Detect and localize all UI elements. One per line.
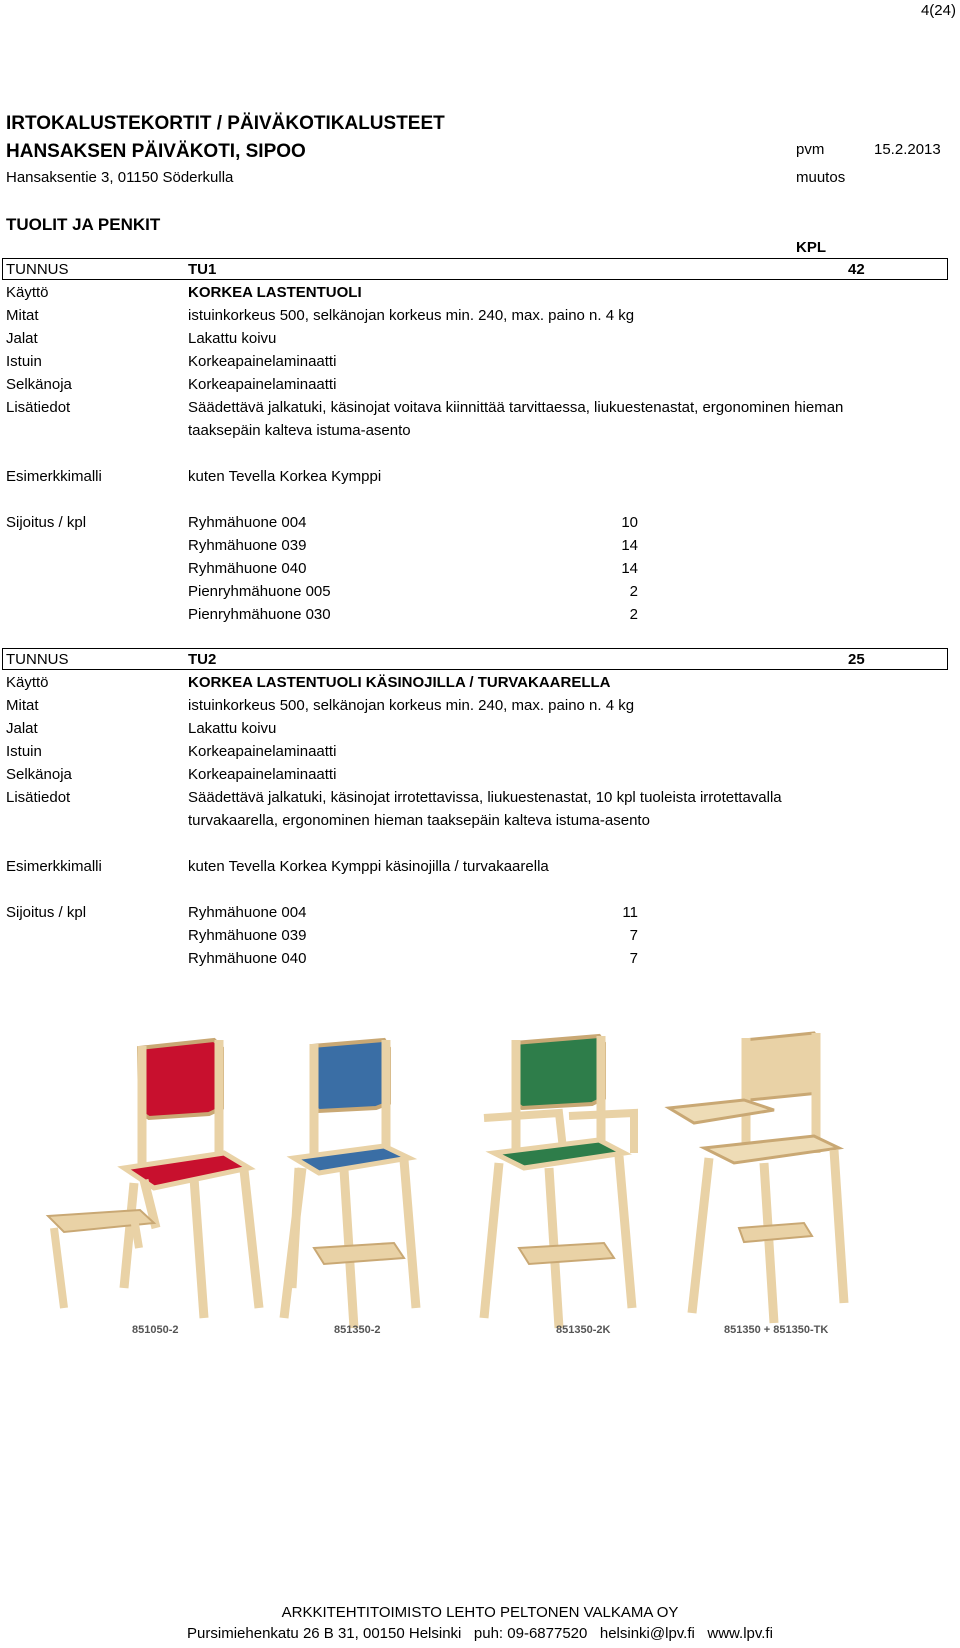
tunnus-count: 25 bbox=[848, 651, 865, 668]
sijoitus-room: Ryhmähuone 040 bbox=[188, 950, 307, 967]
product-code-2: 851350-2 bbox=[334, 1324, 381, 1336]
revision-label: muutos bbox=[796, 169, 846, 186]
tunnus-code: TU2 bbox=[188, 651, 217, 668]
product-code-1: 851050-2 bbox=[132, 1324, 179, 1336]
chair-tray-image bbox=[669, 1033, 844, 1323]
lisatiedot-line1: Säädettävä jalkatuki, käsinojat irrotettavissa, liukuestenastat, 10 kpl tuoleista irrotettavalla bbox=[188, 789, 782, 806]
chair-red-image bbox=[48, 1040, 259, 1318]
footer-company: ARKKITEHTITOIMISTO LEHTO PELTONEN VALKAMA OY bbox=[281, 1604, 679, 1621]
istuin-value: Korkeapainelaminaatti bbox=[188, 743, 337, 760]
istuin-label: Istuin bbox=[6, 353, 42, 370]
project-address: Hansaksentie 3, 01150 Söderkulla bbox=[6, 169, 234, 186]
sijoitus-room: Ryhmähuone 004 bbox=[188, 904, 307, 921]
sijoitus-label: Sijoitus / kpl bbox=[6, 904, 87, 921]
kpl-header: KPL bbox=[796, 239, 826, 256]
esimerkki-value: kuten Tevella Korkea Kymppi käsinojilla / turvakaarella bbox=[188, 858, 549, 875]
tunnus-row bbox=[2, 258, 948, 280]
sijoitus-count: 10 bbox=[621, 514, 638, 531]
jalat-value: Lakattu koivu bbox=[188, 330, 277, 347]
selkanoja-value: Korkeapainelaminaatti bbox=[188, 376, 337, 393]
chair-blue-image bbox=[284, 1040, 416, 1328]
kaytto-value: KORKEA LASTENTUOLI KÄSINOJILLA / TURVAKAARELLA bbox=[188, 674, 611, 691]
kaytto-label: Käyttö bbox=[6, 674, 49, 691]
sijoitus-count: 2 bbox=[629, 583, 638, 600]
chairs-photo bbox=[44, 1018, 860, 1340]
sijoitus-room: Pienryhmähuone 005 bbox=[188, 583, 331, 600]
footer-web[interactable]: www.lpv.fi bbox=[707, 1625, 773, 1642]
esimerkki-value: kuten Tevella Korkea Kymppi bbox=[188, 468, 382, 485]
lisatiedot-line2: turvakaarella, ergonominen hieman taaksepäin kalteva istuma-asento bbox=[188, 812, 650, 829]
sijoitus-room: Ryhmähuone 004 bbox=[188, 514, 307, 531]
lisatiedot-line1: Säädettävä jalkatuki, käsinojat voitava kiinnittää tarvittaessa, liukuestenastat, ergonominen hieman bbox=[188, 399, 844, 416]
sijoitus-count: 2 bbox=[629, 606, 638, 623]
istuin-label: Istuin bbox=[6, 743, 42, 760]
sijoitus-room: Ryhmähuone 039 bbox=[188, 927, 307, 944]
chair-green-image bbox=[484, 1036, 634, 1328]
sijoitus-count: 11 bbox=[622, 904, 638, 921]
sijoitus-count: 7 bbox=[629, 950, 638, 967]
tunnus-label: TUNNUS bbox=[6, 261, 69, 278]
sijoitus-room: Ryhmähuone 040 bbox=[188, 560, 307, 577]
jalat-label: Jalat bbox=[6, 720, 38, 737]
project-title: HANSAKSEN PÄIVÄKOTI, SIPOO bbox=[6, 141, 306, 162]
product-code-3: 851350-2K bbox=[556, 1324, 611, 1336]
tunnus-label: TUNNUS bbox=[6, 651, 69, 668]
sijoitus-count: 14 bbox=[621, 537, 638, 554]
tunnus-count: 42 bbox=[848, 261, 865, 278]
mitat-label: Mitat bbox=[6, 307, 39, 324]
sijoitus-room: Ryhmähuone 039 bbox=[188, 537, 307, 554]
section-title: TUOLIT JA PENKIT bbox=[6, 215, 161, 234]
selkanoja-value: Korkeapainelaminaatti bbox=[188, 766, 337, 783]
tunnus-code: TU1 bbox=[188, 261, 217, 278]
selkanoja-label: Selkänoja bbox=[6, 766, 72, 783]
jalat-label: Jalat bbox=[6, 330, 38, 347]
sijoitus-room: Pienryhmähuone 030 bbox=[188, 606, 331, 623]
document-title: IRTOKALUSTEKORTIT / PÄIVÄKOTIKALUSTEET bbox=[6, 113, 445, 134]
esimerkki-label: Esimerkkimalli bbox=[6, 468, 102, 485]
page-number: 4(24) bbox=[920, 2, 956, 19]
footer-address: Pursimiehenkatu 26 B 31, 00150 Helsinki bbox=[187, 1625, 462, 1642]
mitat-value: istuinkorkeus 500, selkänojan korkeus min. 240, max. paino n. 4 kg bbox=[188, 697, 635, 714]
selkanoja-label: Selkänoja bbox=[6, 376, 72, 393]
mitat-label: Mitat bbox=[6, 697, 39, 714]
footer-contact bbox=[0, 1625, 960, 1643]
date-label: pvm bbox=[796, 141, 825, 158]
footer-email[interactable]: helsinki@lpv.fi bbox=[599, 1625, 695, 1642]
tunnus-row bbox=[2, 648, 948, 670]
product-code-4: 851350 + 851350-TK bbox=[724, 1324, 829, 1336]
sijoitus-count: 7 bbox=[629, 927, 638, 944]
esimerkki-label: Esimerkkimalli bbox=[6, 858, 102, 875]
lisatiedot-line2: taaksepäin kalteva istuma-asento bbox=[188, 422, 411, 439]
date-value: 15.2.2013 bbox=[874, 141, 941, 158]
kaytto-value: KORKEA LASTENTUOLI bbox=[188, 284, 362, 301]
footer-phone: puh: 09-6877520 bbox=[473, 1625, 588, 1642]
sijoitus-label: Sijoitus / kpl bbox=[6, 514, 87, 531]
mitat-value: istuinkorkeus 500, selkänojan korkeus min. 240, max. paino n. 4 kg bbox=[188, 307, 635, 324]
sijoitus-count: 14 bbox=[621, 560, 638, 577]
lisatiedot-label: Lisätiedot bbox=[6, 399, 71, 416]
lisatiedot-label: Lisätiedot bbox=[6, 789, 71, 806]
istuin-value: Korkeapainelaminaatti bbox=[188, 353, 337, 370]
jalat-value: Lakattu koivu bbox=[188, 720, 277, 737]
kaytto-label: Käyttö bbox=[6, 284, 49, 301]
